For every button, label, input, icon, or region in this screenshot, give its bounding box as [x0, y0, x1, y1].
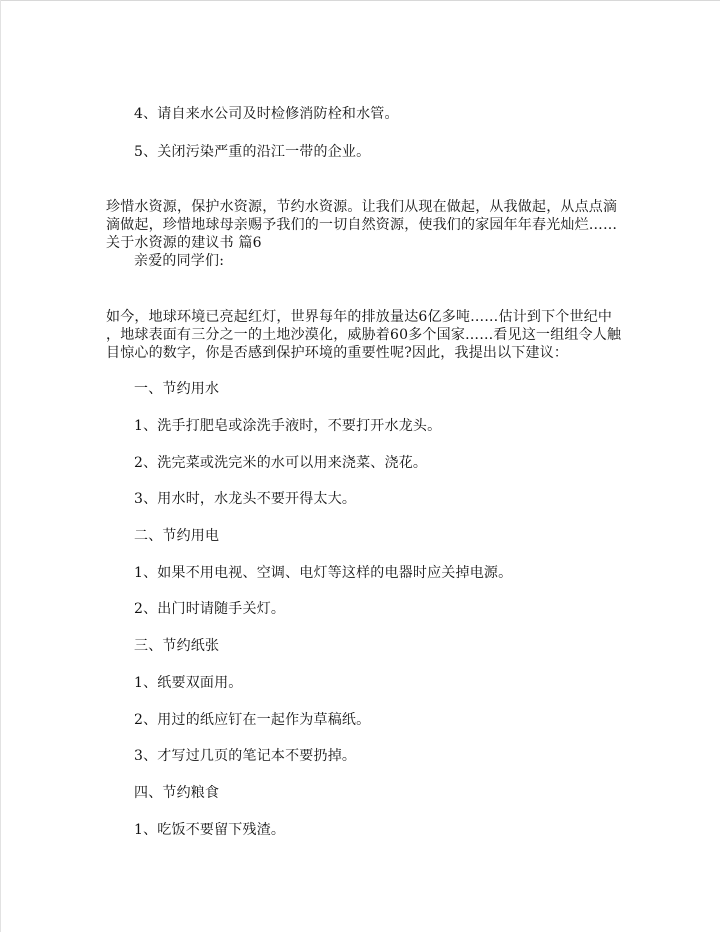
- section-title: 关于水资源的建议书 篇6: [106, 235, 262, 251]
- heading-save-paper: 三、节约纸张: [134, 638, 220, 654]
- paragraph-line: 珍惜水资源，保护水资源，节约水资源。让我们从现在做起，从我做起，从点点滴: [106, 199, 618, 215]
- heading-save-food: 四、节约粮食: [134, 785, 220, 801]
- paragraph-line: ，地球表面有三分之一的土地沙漠化，威胁着60多个国家……看见这一组组令人触: [106, 327, 622, 343]
- list-item: 1、如果不用电视、空调、电灯等这样的电器时应关掉电源。: [134, 565, 513, 581]
- list-item: 1、洗手打肥皂或涂洗手液时，不要打开水龙头。: [134, 418, 442, 434]
- list-item: 2、洗完菜或洗完米的水可以用来浇菜、浇花。: [134, 455, 428, 471]
- page-left-edge: [0, 0, 1, 932]
- paragraph-line: 滴做起，珍惜地球母亲赐予我们的一切自然资源，使我们的家园年年春光灿烂……: [106, 217, 618, 233]
- list-item: 2、用过的纸应钉在一起作为草稿纸。: [134, 712, 371, 728]
- salutation: 亲爱的同学们:: [134, 253, 225, 269]
- heading-save-electricity: 二、节约用电: [134, 528, 220, 544]
- heading-save-water: 一、节约用水: [134, 381, 220, 397]
- list-item: 5、关闭污染严重的沿江一带的企业。: [134, 144, 371, 160]
- list-item: 3、才写过几页的笔记本不要扔掉。: [134, 748, 357, 764]
- paragraph-line: 如今，地球环境已亮起红灯，世界每年的排放量达6亿多吨……估计到下个世纪中: [106, 309, 613, 325]
- paragraph-line: 目惊心的数字，你是否感到保护环境的重要性呢?因此，我提出以下建议：: [106, 345, 569, 361]
- list-item: 2、出门时请随手关灯。: [134, 601, 286, 617]
- list-item: 4、请自来水公司及时检修消防栓和水管。: [134, 106, 399, 122]
- list-item: 3、用水时，水龙头不要开得太大。: [134, 491, 357, 507]
- list-item: 1、纸要双面用。: [134, 675, 243, 691]
- page-top-edge: [0, 0, 720, 1]
- list-item: 1、吃饭不要留下残渣。: [134, 822, 286, 838]
